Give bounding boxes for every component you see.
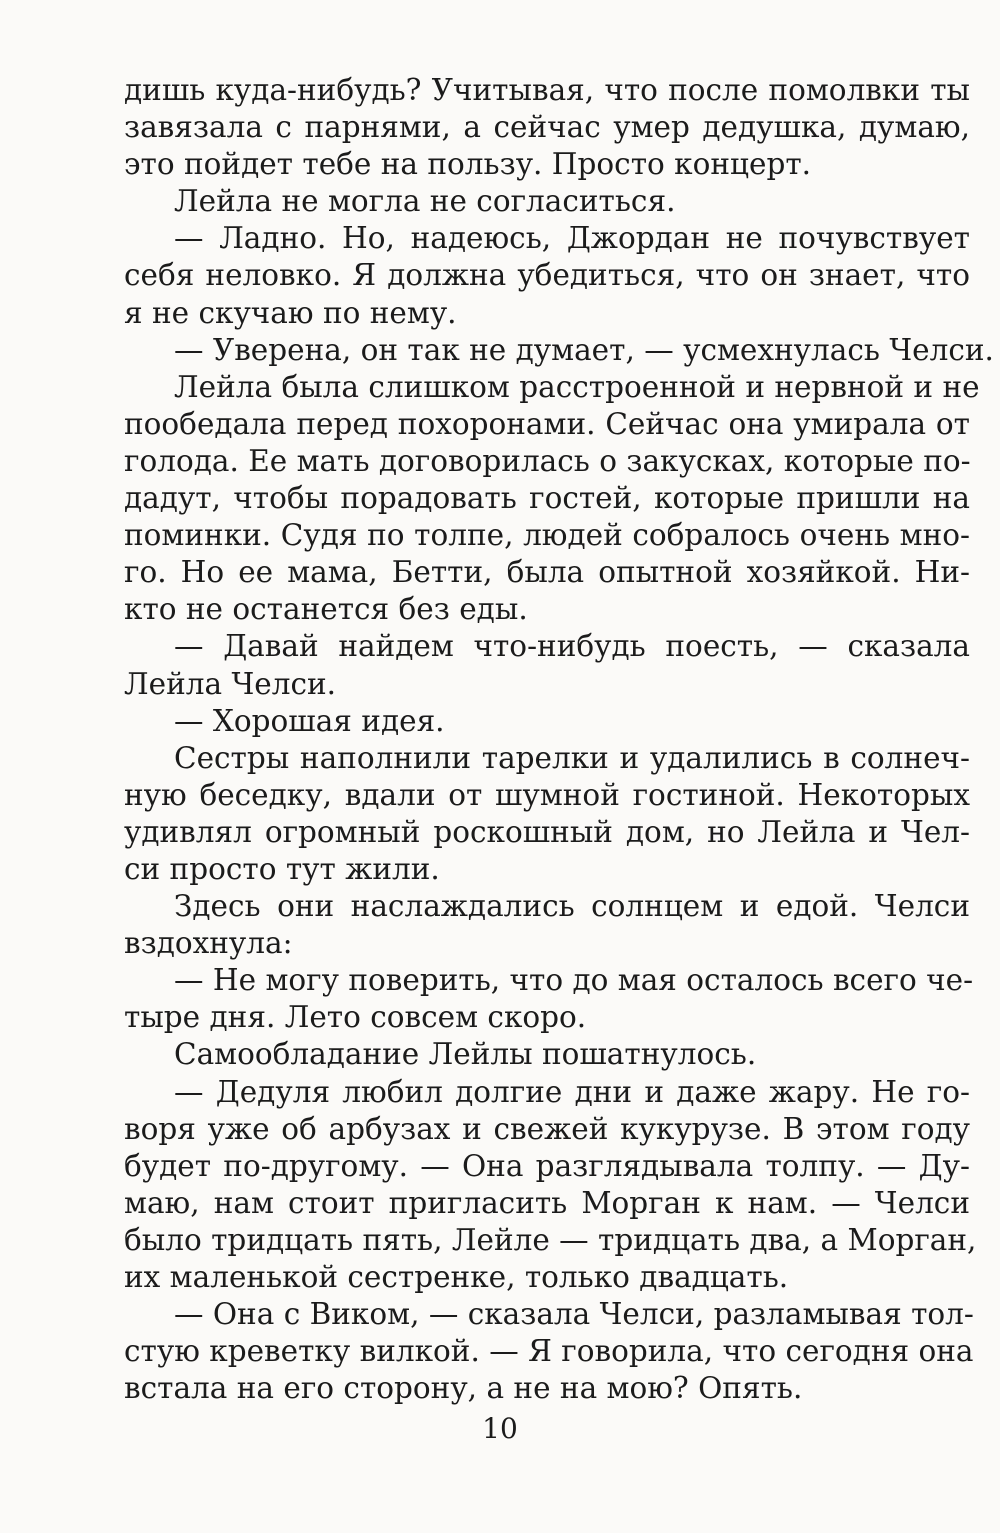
text-line: встала на его сторону, а не на мою? Опять. (124, 1371, 803, 1406)
text-line: — Не могу поверить, что до мая осталось всего че- (174, 963, 974, 998)
text-line: Самообладание Лейлы пошатнулось. (174, 1037, 757, 1072)
text-line: — Она с Виком, — сказала Челси, разламывая тол- (174, 1297, 974, 1332)
text-line: удивлял огромный роскошный дом, но Лейла и Чел- (124, 814, 970, 849)
text-line: голода. Ее мать договорилась о закусках, которые по- (124, 443, 971, 478)
text-line: их маленькой сестренке, только двадцать. (124, 1260, 789, 1294)
text-line: кто не останется без еды. (124, 592, 528, 627)
text-line: маю, нам стоит пригласить Морган к нам. — Челси (124, 1185, 970, 1220)
text-line: вздохнула: (124, 926, 293, 961)
text-line: — Хорошая идея. (174, 703, 445, 738)
text-line: это пойдет тебе на пользу. Просто концерт. (124, 147, 812, 182)
text-line: си просто тут жили. (124, 851, 440, 886)
text-line: будет по-другому. — Она разглядывала толпу. — Ду- (124, 1148, 970, 1183)
text-line: Лейла не могла не согласиться. (174, 184, 676, 219)
text-line: дишь куда-нибудь? Учитывая, что после помолвки ты (124, 73, 970, 107)
text-line: Лейла была слишком расстроенной и нервной и не (174, 369, 980, 404)
text-line: тыре дня. Лето совсем скоро. (124, 1000, 587, 1035)
text-line: — Дедуля любил долгие дни и даже жару. Не го- (174, 1074, 970, 1109)
text-line: го. Но ее мама, Бетти, была опытной хозяйкой. Ни- (124, 555, 970, 590)
text-line: Здесь они наслаждались солнцем и едой. Челси (174, 889, 970, 924)
text-line: я не скучаю по нему. (124, 295, 457, 330)
text-line: Лейла Челси. (124, 666, 337, 701)
text-line: — Ладно. Но, надеюсь, Джордан не почувствует (174, 221, 970, 256)
text-line: — Давай найдем что-нибудь поесть, — сказала (174, 629, 970, 664)
text-line: поминки. Судя по толпе, людей собралось очень мно- (124, 518, 970, 553)
text-line: дадут, чтобы порадовать гостей, которые пришли на (124, 481, 970, 516)
body-text (124, 72, 994, 1407)
page-number: 10 (482, 1412, 518, 1445)
text-line: было тридцать пять, Лейле — тридцать два, а Морган, (124, 1222, 977, 1257)
text-line: воря уже об арбузах и свежей кукурузе. В этом году (124, 1111, 970, 1146)
text-line: — Уверена, он так не думает, — усмехнулась Челси. (174, 332, 994, 367)
text-line: Сестры наполнили тарелки и удалились в солнеч- (174, 740, 970, 775)
text-line: себя неловко. Я должна убедиться, что он знает, что (124, 258, 970, 293)
text-line: стую креветку вилкой. — Я говорила, что сегодня она (124, 1334, 974, 1369)
text-line: пообедала перед похоронами. Сейчас она умирала от (124, 406, 970, 441)
text-line: ную беседку, вдали от шумной гостиной. Некоторых (124, 777, 970, 812)
text-line: завязала с парнями, а сейчас умер дедушка, думаю, (124, 110, 970, 145)
